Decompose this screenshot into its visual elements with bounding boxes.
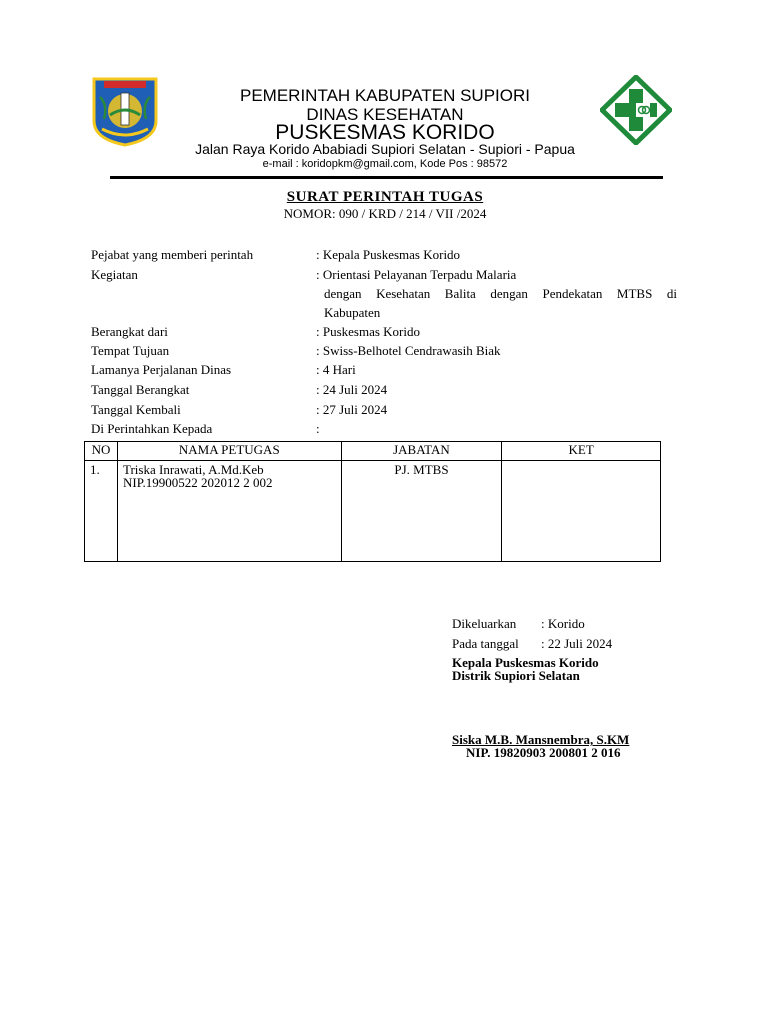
signer-nip: NIP. 19820903 200801 2 016	[466, 745, 621, 760]
field-value-kegiatan-cont2: Kabupaten	[324, 305, 381, 320]
header-department: DINAS KESEHATAN	[306, 105, 464, 124]
signer-title: Kepala Puskesmas Korido	[452, 655, 599, 670]
document-number: NOMOR: 090 / KRD / 214 / VII /2024	[283, 206, 487, 221]
table-row	[85, 461, 661, 562]
field-value-lama-perjalanan: : 4 Hari	[316, 362, 356, 377]
table-header-nama: NAMA PETUGAS	[117, 442, 341, 461]
field-label-tempat-tujuan: Tempat Tujuan	[91, 343, 170, 358]
dikeluarkan-label: Dikeluarkan	[452, 616, 517, 631]
field-label-kegiatan: Kegiatan	[91, 267, 138, 282]
table-header-no: NO	[85, 442, 118, 461]
table-header-jabatan: JABATAN	[341, 442, 502, 461]
field-value-kegiatan-cont1: dengan Kesehatan Balita dengan Pendekatan MTBS di	[324, 286, 677, 301]
field-label-berangkat-dari: Berangkat dari	[91, 324, 168, 339]
header-government: PEMERINTAH KABUPATEN SUPIORI	[240, 86, 530, 105]
petugas-name: Triska Inrawati, A.Md.Keb	[122, 462, 264, 477]
dikeluarkan-value: : Korido	[541, 616, 585, 631]
field-value-kegiatan: : Orientasi Pelayanan Terpadu Malaria	[316, 267, 517, 282]
field-label-lama-perjalanan: Lamanya Perjalanan Dinas	[91, 362, 232, 377]
field-value-tanggal-kembali: : 27 Juli 2024	[316, 402, 388, 417]
tanggal-label: Pada tanggal	[452, 636, 519, 651]
header-address: Jalan Raya Korido Ababiadi Supiori Selatan - Supiori - Papua	[195, 141, 575, 157]
tanggal-value: : 22 Juli 2024	[541, 636, 613, 651]
document-title: SURAT PERINTAH TUGAS	[286, 189, 484, 205]
signer-district: Distrik Supiori Selatan	[452, 668, 580, 683]
table-cell-ket	[502, 461, 661, 562]
field-label-tanggal-kembali: Tanggal Kembali	[91, 402, 181, 417]
field-value-berangkat-dari: : Puskesmas Korido	[316, 324, 420, 339]
header-contact: e-mail : koridopkm@gmail.com, Kode Pos : 98572	[262, 158, 508, 170]
table-header-row	[85, 442, 661, 461]
field-value-pejabat: : Kepala Puskesmas Korido	[316, 247, 461, 262]
signer-name: Siska M.B. Mansnembra, S.KM	[452, 732, 630, 747]
table-header-ket: KET	[502, 442, 661, 461]
header-divider	[110, 176, 663, 179]
petugas-table	[84, 441, 661, 562]
table-cell-no: 1.	[85, 461, 118, 562]
field-value-tanggal-berangkat: : 24 Juli 2024	[316, 382, 388, 397]
field-label-diperintahkan: Di Perintahkan Kepada	[91, 421, 213, 436]
field-label-tanggal-berangkat: Tanggal Berangkat	[91, 382, 190, 397]
field-value-diperintahkan: :	[316, 421, 320, 436]
puskesmas-cross-logo	[600, 75, 672, 145]
table-cell-jabatan: PJ. MTBS	[341, 461, 502, 562]
table-cell-nama	[117, 461, 341, 562]
petugas-nip: NIP.19900522 202012 2 002	[122, 475, 273, 490]
kabupaten-supiori-emblem-logo	[90, 75, 160, 147]
field-label-pejabat: Pejabat yang memberi perintah	[91, 247, 254, 262]
header-puskesmas: PUSKESMAS KORIDO	[275, 121, 495, 144]
field-value-tempat-tujuan: : Swiss-Belhotel Cendrawasih Biak	[316, 343, 501, 358]
